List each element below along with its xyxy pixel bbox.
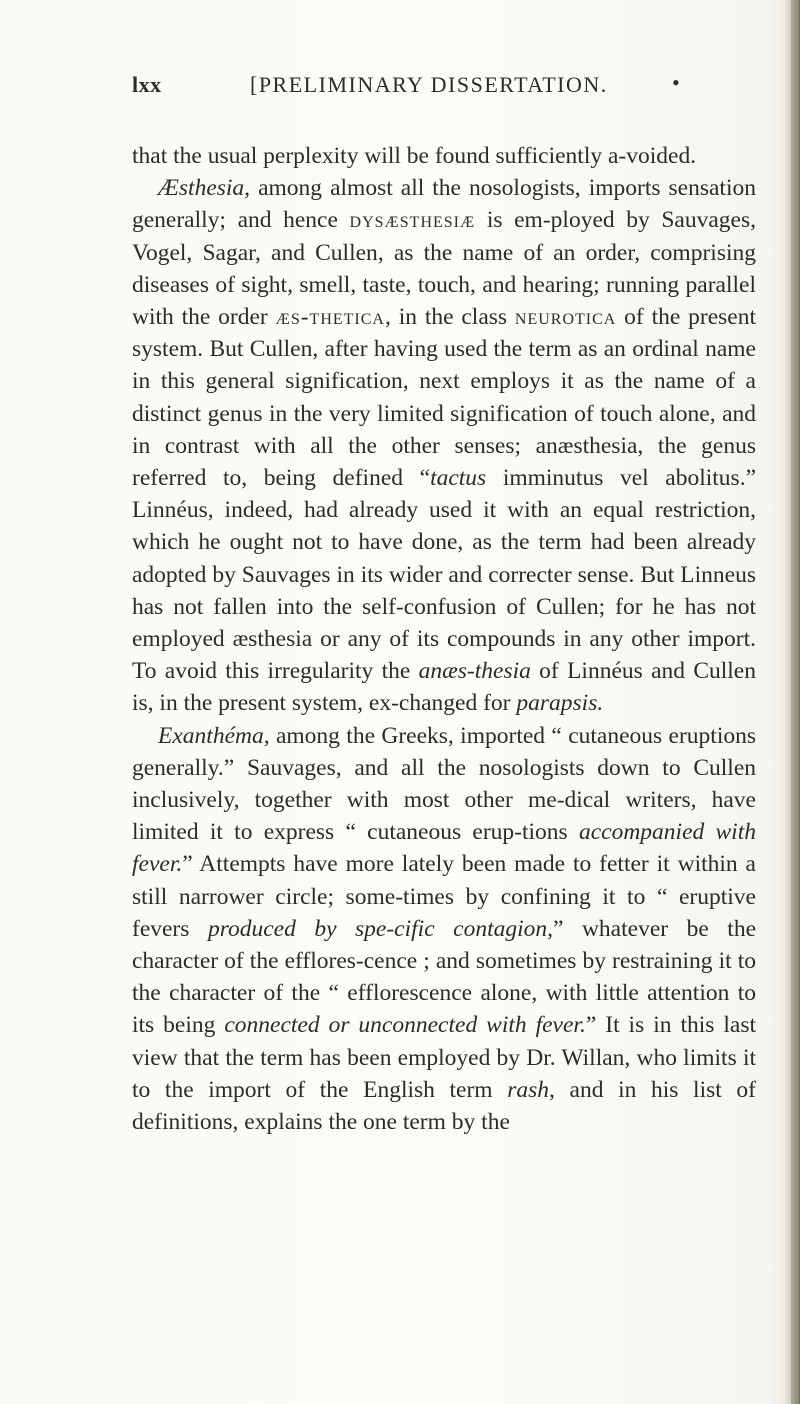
- page-header: [132, 72, 692, 108]
- italic-run: produced by spe-cific contagion,: [207, 915, 554, 942]
- text-run: of the present system. But Cullen, after having used the term as an ordinal name in this general signification, next employs it as the name of a distinct genus in the very limited signification of touch alone, and in contrast with all the other senses; anæsthesia, the genus referred to, being defined “: [132, 304, 756, 492]
- body-text: [132, 140, 756, 1138]
- running-title: [PRELIMINARY DISSERTATION.: [250, 72, 608, 97]
- text-run: among the Greeks, imported “ cutaneous eruptions generally.” Sauvages, and all the nosologists down to Cullen inclusively, together with most other me-dical writers, have limited it to express “ cutaneous erup-tions: [132, 722, 756, 846]
- italic-run: Æsthesia,: [158, 175, 251, 202]
- italic-run: Exanthéma,: [158, 722, 270, 749]
- italic-run: tactus: [430, 465, 487, 492]
- small-caps-run: æs-thetica: [275, 304, 385, 331]
- page-number: lxx: [132, 72, 162, 97]
- text-run: and in his list of definitions, explains the one term by the: [132, 1076, 756, 1136]
- italic-run: anæs-thesia: [418, 658, 531, 685]
- text-run: that the usual perplexity will be found sufficiently a-voided.: [132, 143, 697, 169]
- text-run: of Linnéus and Cullen is, in the present system, ex-changed for: [132, 658, 756, 717]
- italic-run: parapsis.: [516, 690, 604, 717]
- text-run: is em-ployed by Sauvages, Vogel, Sagar, and Cullen, as the name of an order, comprising diseases of sight, smell, taste, touch, and hearing; running parallel with the order: [132, 207, 756, 331]
- text-run: , in the class: [384, 304, 515, 331]
- text-run: among almost all the nosologists, imports sensation generally; and hence: [132, 175, 756, 234]
- italic-run: rash,: [507, 1076, 555, 1103]
- text-run: ” Attempts have more lately been made to fetter it within a still narrower circle; some-times by confining it to “ eruptive fevers: [132, 851, 756, 942]
- header-mark: •: [672, 70, 681, 95]
- small-caps-run: dysæsthesiæ: [349, 207, 476, 234]
- paragraph: [132, 140, 756, 172]
- small-caps-run: neurotica: [514, 304, 617, 331]
- text-run: imminutus vel abolitus.” Linnéus, indeed, had already used it with an equal restriction, which he ought not to have done, as the term had been already adopted by Sauvages in its wider and correcter sense. But Linneus has not fallen into the self-confusion of Cullen; for he has not employed æsthesia or any of its compounds in any other import. To avoid this irregularity the: [132, 465, 757, 685]
- paragraph: [132, 172, 756, 719]
- italic-run: connected or unconnected with fever.: [224, 1012, 586, 1039]
- paragraph: [132, 720, 756, 1139]
- italic-run: accompanied with fever.: [132, 819, 756, 878]
- text-run: ” whatever be the character of the efflores-cence ; and sometimes by restraining it to the character of the “ efflorescence alone, with little attention to its being: [132, 915, 756, 1039]
- page-edge-shadow: [791, 0, 797, 1404]
- text-run: ” It is in this last view that the term has been employed by Dr. Willan, who limits it to the import of the English term: [132, 1012, 756, 1103]
